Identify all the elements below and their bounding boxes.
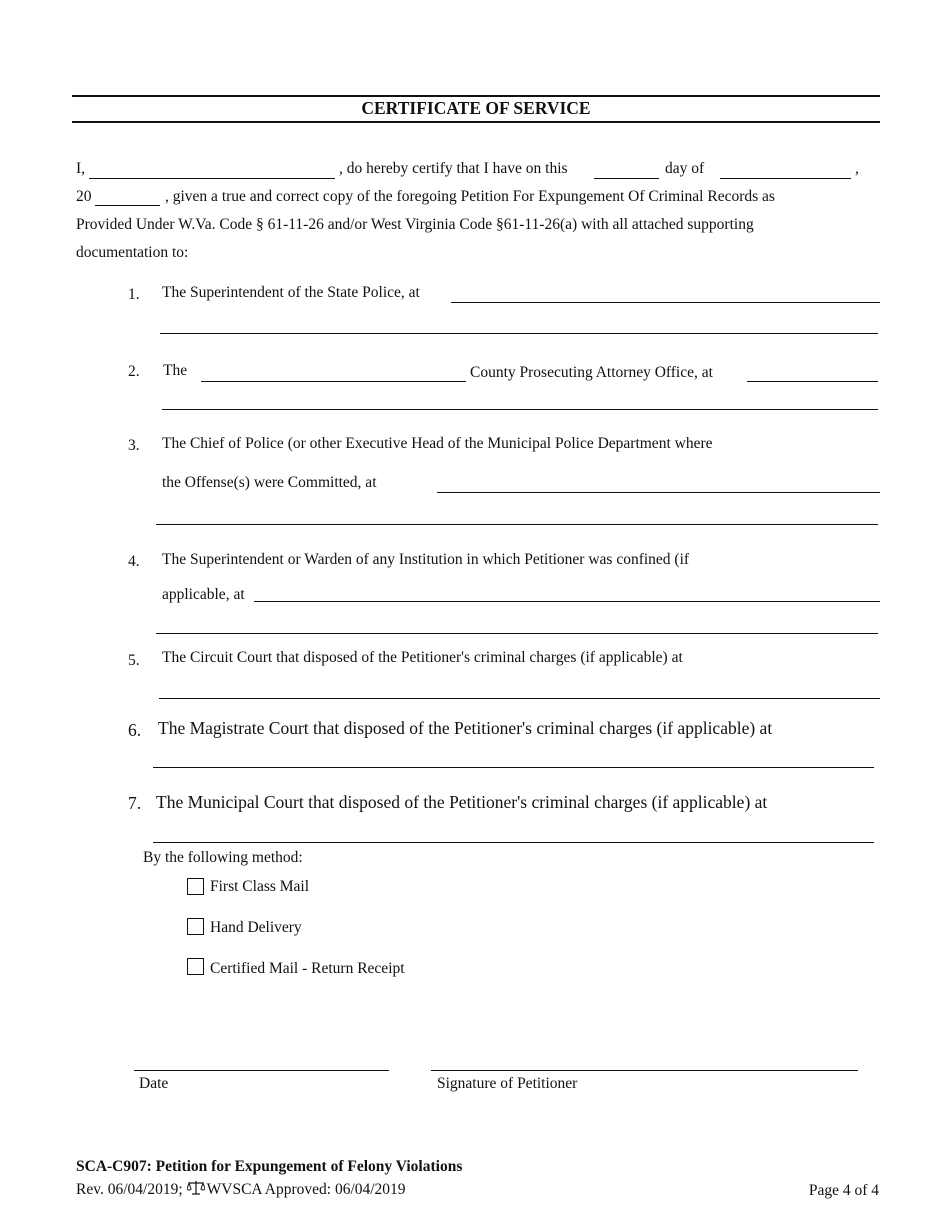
footer-revision: Rev. 06/04/2019; xyxy=(76,1181,183,1198)
item-5-number: 5. xyxy=(128,652,140,669)
footer-form-title: SCA-C907: Petition for Expungement of Felony Violations xyxy=(76,1158,463,1175)
intro-code-text: Provided Under W.Va. Code § 61-11-26 and/or West Virginia Code §61-11-26(a) with all attached supporting xyxy=(76,216,754,233)
footer-approved: WVSCA Approved: 06/04/2019 xyxy=(206,1181,406,1198)
signature-field[interactable] xyxy=(431,1070,858,1071)
service-year-field[interactable] xyxy=(95,205,160,206)
certified-mail-checkbox[interactable] xyxy=(187,958,204,975)
intro-given-text: , given a true and correct copy of the foregoing Petition For Expungement Of Criminal Records as xyxy=(165,188,775,205)
item-6-number: 6. xyxy=(128,720,142,740)
item-2-number: 2. xyxy=(128,363,140,380)
item-7-text: The Municipal Court that disposed of the Petitioner's criminal charges (if applicable) at xyxy=(156,792,768,812)
certified-mail-label: Certified Mail - Return Receipt xyxy=(210,960,405,977)
item-6-address-field[interactable] xyxy=(153,767,874,768)
intro-i: I, xyxy=(76,160,86,177)
intro-day-of-text: day of xyxy=(665,160,705,177)
item-1-address-line-2[interactable] xyxy=(160,333,878,334)
intro-year-prefix: 20 xyxy=(76,188,92,205)
footer-page-number: Page 4 of 4 xyxy=(808,1182,879,1199)
item-6-text: The Magistrate Court that disposed of the Petitioner's criminal charges (if applicable) at xyxy=(158,718,773,738)
item-1-text: The Superintendent of the State Police, at xyxy=(162,284,420,301)
item-7-number: 7. xyxy=(128,793,142,813)
service-month-field[interactable] xyxy=(720,178,851,179)
item-2-text-prosecuting: County Prosecuting Attorney Office, at xyxy=(470,364,713,381)
item-2-address-field[interactable] xyxy=(747,381,878,382)
method-label: By the following method: xyxy=(143,849,303,866)
date-label: Date xyxy=(139,1075,169,1092)
hand-delivery-checkbox[interactable] xyxy=(187,918,204,935)
item-5-text: The Circuit Court that disposed of the Petitioner's criminal charges (if applicable) at xyxy=(162,649,683,666)
item-2-text-the: The xyxy=(163,362,188,379)
title-underline xyxy=(72,121,880,123)
item-1-number: 1. xyxy=(128,286,140,303)
date-field[interactable] xyxy=(134,1070,389,1071)
item-4-address-field[interactable] xyxy=(254,601,880,602)
item-3-text-line2: the Offense(s) were Committed, at xyxy=(162,474,377,491)
scales-of-justice-icon xyxy=(187,1180,205,1201)
item-4-text-line1: The Superintendent or Warden of any Institution in which Petitioner was confined (if xyxy=(162,551,690,568)
item-3-number: 3. xyxy=(128,437,140,454)
item-7-address-field[interactable] xyxy=(153,842,874,843)
item-5-address-field[interactable] xyxy=(159,698,880,699)
intro-comma: , xyxy=(855,160,859,177)
signature-label: Signature of Petitioner xyxy=(437,1075,578,1092)
item-4-number: 4. xyxy=(128,553,140,570)
item-4-text-line2: applicable, at xyxy=(162,586,245,603)
top-rule xyxy=(72,95,880,97)
item-2-address-line-2[interactable] xyxy=(162,409,878,410)
hand-delivery-label: Hand Delivery xyxy=(210,919,302,936)
petitioner-name-field[interactable] xyxy=(89,178,335,179)
item-1-address-field[interactable] xyxy=(451,302,880,303)
item-3-address-field[interactable] xyxy=(437,492,880,493)
item-3-address-line-2[interactable] xyxy=(156,524,878,525)
item-2-county-field[interactable] xyxy=(201,381,466,382)
first-class-mail-checkbox[interactable] xyxy=(187,878,204,895)
intro-documentation-text: documentation to: xyxy=(76,244,189,261)
item-4-address-line-2[interactable] xyxy=(156,633,878,634)
first-class-mail-label: First Class Mail xyxy=(210,878,310,895)
footer-revision-line xyxy=(76,1180,406,1201)
item-3-text-line1: The Chief of Police (or other Executive Head of the Municipal Police Department where xyxy=(162,435,713,452)
intro-certify-text: , do hereby certify that I have on this xyxy=(339,160,568,177)
service-day-field[interactable] xyxy=(594,178,659,179)
page-title: CERTIFICATE OF SERVICE xyxy=(361,98,591,118)
